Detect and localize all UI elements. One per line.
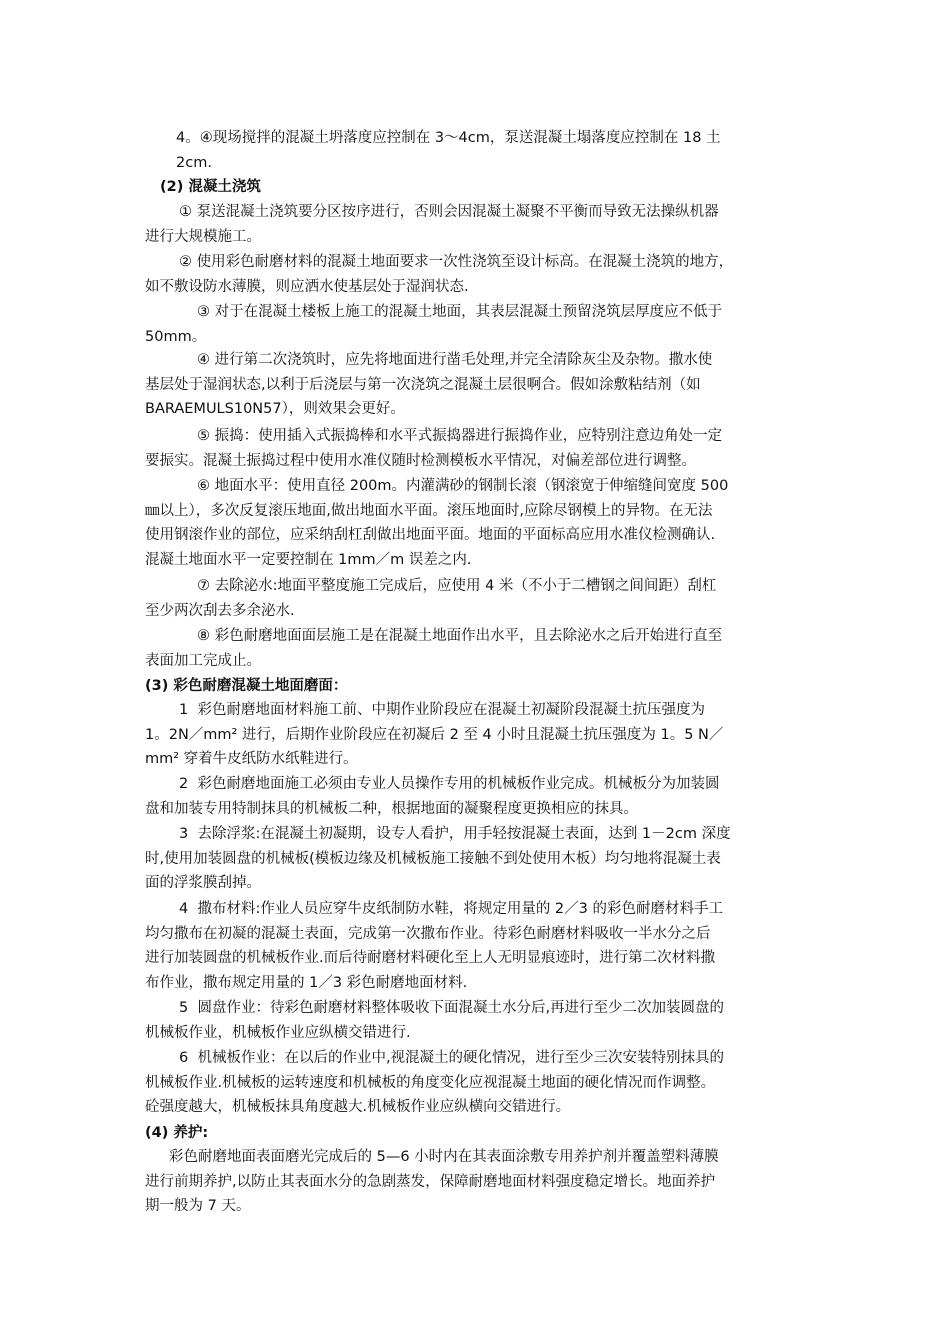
- heading-concrete-pouring: (2) 混凝土浇筑: [160, 179, 261, 195]
- paragraph-pour-item-5: ⑤ 振捣：使用插入式振捣棒和水平式振捣器进行振捣作业，应特别注意边角处一定 要振实。混凝土振捣过程中使用水准仪随时检测模板水平情况，对偏差部位进行调整。: [145, 428, 723, 469]
- paragraph-pour-item-8: ⑧ 彩色耐磨地面面层施工是在混凝土地面作出水平，且去除泌水之后开始进行直至 表面加工完成止。: [145, 628, 723, 669]
- paragraph-curing: 彩色耐磨地面表面磨光完成后的 5—6 小时内在其表面涂敷专用养护剂并覆盖塑料薄膜 进行前期养护,以防止其表面水分的急剧蒸发，保障耐磨地面材料强度稳定增长。地面养护 期一般为 7 天。: [145, 1149, 719, 1215]
- heading-curing: (4) 养护:: [145, 1125, 209, 1141]
- paragraph-grind-item-5: 5 圆盘作业：待彩色耐磨材料整体吸收下面混凝土水分后,再进行至少二次加装圆盘的 机械板作业，机械板作业应纵横交错进行.: [145, 1000, 725, 1041]
- paragraph-grind-item-2: 2 彩色耐磨地面施工必须由专业人员操作专用的机械板作业完成。机械板分为加装圆 盘和加装专用特制抹具的机械板二种，根据地面的凝聚程度更换相应的抹具。: [145, 776, 720, 817]
- paragraph-grind-item-1: 1 彩色耐磨地面材料施工前、中期作业阶段应在混凝土初凝阶段混凝土抗压强度为 1。2N／mm² 进行，后期作业阶段应在初凝后 2 至 4 小时且混凝土抗压强度为 1。5 N／ mm² 穿着牛皮纸防水纸鞋进行。: [145, 702, 724, 768]
- paragraph-pour-item-7: ⑦ 去除泌水:地面平整度施工完成后，应使用 4 米（不小于二槽钢之间间距）刮杠 至少两次刮去多余泌水.: [145, 578, 717, 619]
- paragraph-pour-item-3: ③ 对于在混凝土楼板上施工的混凝土地面，其表层混凝土预留浇筑层厚度应不低于 50mm。: [145, 304, 723, 345]
- paragraph-grind-item-6: 6 机械板作业：在以后的作业中,视混凝土的硬化情况，进行至少三次安装特别抹具的 机械板作业.机械板的运转速度和机械板的角度变化应视混凝土地面的硬化情况而作调整。 砼强度越大，机械板抹具角度越大.机械板作业应纵横向交错进行。: [145, 1050, 725, 1116]
- paragraph-grind-item-4: 4 撒布材料:作业人员应穿牛皮纸制防水鞋，将规定用量的 2／3 的彩色耐磨材料手工 均匀撒布在初凝的混凝土表面，完成第一次撒布作业。待彩色耐磨材料吸收一半水分之后 进行加装圆盘的机械板作业.而后待耐磨材料硬化至上人无明显痕迹时，进行第二次材料撒 布作业，撒布规定用量的 1／3 彩色耐磨地面材料.: [145, 901, 723, 991]
- paragraph-pour-item-4: ④ 进行第二次浇筑时，应先将地面进行凿毛处理,并完全清除灰尘及杂物。撒水使 基层处于湿润状态,以利于后浇层与第一次浇筑之混凝土层很啊合。假如涂敷粘结剂（如 BARAEMULS10N57），则效果会更好。: [145, 352, 713, 418]
- paragraph-pour-item-2: ② 使用彩色耐磨材料的混凝土地面要求一次性浇筑至设计标高。在混凝土浇筑的地方， 如不敷设防水薄膜，则应洒水使基层处于湿润状态.: [145, 254, 734, 295]
- paragraph-pour-item-6: ⑥ 地面水平：使用直径 200m。内灌满砂的钢制长滚（钢滚宽于伸缩缝间宽度 500 ㎜以上），多次反复滚压地面,做出地面水平面。滚压地面时,应除尽钢模上的异物。在无法 使用钢滚作业的部位，应采纳刮杠刮做出地面平面。地面的平面标高应用水准仪检测确认. 混凝土地面水平一定要控制在 1mm／m 误差之内.: [145, 478, 729, 568]
- heading-grinding: (3) 彩色耐磨混凝土地面磨面：: [145, 678, 348, 694]
- paragraph-pour-item-1: ① 泵送混凝土浇筑要分区按序进行，否则会因混凝土凝聚不平衡而导致无法操纵机器 进行大规模施工。: [145, 204, 719, 245]
- paragraph-grind-item-3: 3 去除浮浆:在混凝土初凝期，设专人看护，用手轻按混凝土表面，达到 1－2cm 深度 时,使用加装圆盘的机械板(模板边缘及机械板施工接触不到处使用木板）均匀地将混凝土表 面的浮浆膜刮掉。: [145, 826, 731, 892]
- paragraph-slump-control: 4。④现场搅拌的混凝土坍落度应控制在 3～4cm，泵送混凝土塌落度应控制在 18 土 2cm.: [176, 130, 721, 171]
